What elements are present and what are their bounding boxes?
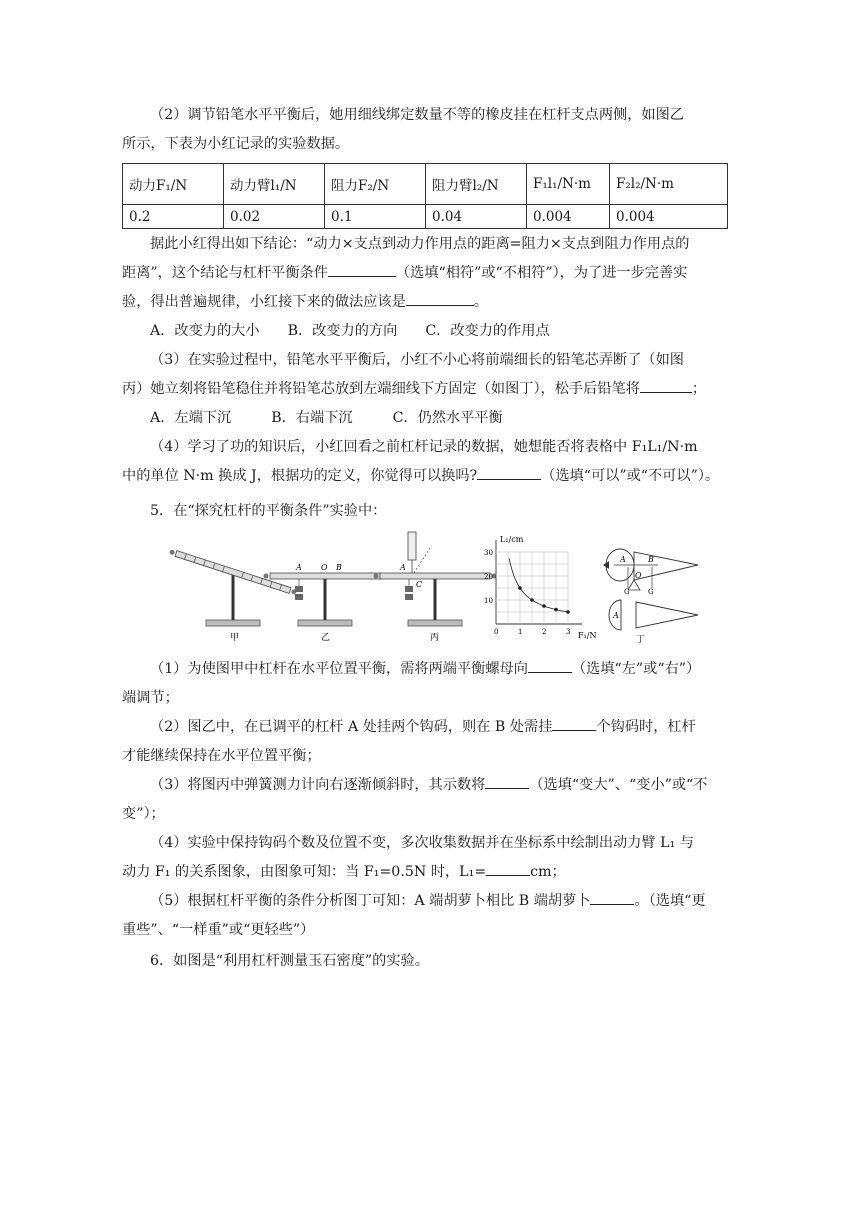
carrot-b-top bbox=[634, 552, 698, 580]
label-a: A bbox=[613, 611, 619, 620]
table-cell: 0.1 bbox=[325, 205, 426, 229]
x-tick-label: 2 bbox=[542, 628, 547, 636]
graph-curve bbox=[509, 559, 568, 613]
q5-part3-line2: 变”）； bbox=[122, 806, 165, 822]
lever bbox=[380, 573, 490, 579]
answer-blank[interactable] bbox=[485, 774, 529, 789]
figure-label: 丁 bbox=[636, 635, 646, 645]
figure-label: 乙 bbox=[321, 633, 331, 643]
x-tick-label: 1 bbox=[518, 628, 523, 636]
option-a: A．改变力的大小 bbox=[150, 323, 260, 339]
option-c: C．仍然水平平衡 bbox=[392, 410, 503, 426]
q4-part4-line1: （4）学习了功的知识后，小红回看之前杠杆记录的数据，她想能否将表格中 F₁L₁/N·m bbox=[150, 439, 698, 455]
x-tick-label: 3 bbox=[566, 628, 571, 636]
table-cell: 0.04 bbox=[426, 205, 527, 229]
table-cell: 0.004 bbox=[527, 205, 610, 229]
table-cell: 0.02 bbox=[224, 205, 325, 229]
q5-title: 5．在“探究杠杆的平衡条件”实验中： bbox=[150, 503, 387, 519]
label-b: B bbox=[648, 555, 654, 564]
option-b: B．改变力的方向 bbox=[287, 323, 398, 339]
data-point bbox=[518, 586, 522, 590]
label-b: B bbox=[336, 563, 342, 572]
part3-text: ； bbox=[691, 381, 707, 397]
q5-part2-line2: 才能继续保持在水平位置平衡； bbox=[122, 748, 321, 764]
table-cell: 0.004 bbox=[610, 205, 728, 229]
label-a: A bbox=[620, 555, 626, 564]
conclusion-line1: 据此小红得出如下结论：“动力×支点到动力作用点的距离=阻力×支点到阻力作用点的 bbox=[150, 236, 690, 252]
q5-text: 个钩码时，杠杆 bbox=[596, 719, 696, 735]
data-point bbox=[554, 608, 558, 612]
option-c: C．改变力的作用点 bbox=[425, 323, 550, 339]
hook-weight bbox=[295, 594, 303, 600]
label-gb: G bbox=[648, 588, 654, 596]
q5-text: （5）根据杠杆平衡的条件分析图丁可知：A 端胡萝卜相比 B 端胡萝卜 bbox=[150, 893, 591, 909]
q5-part5-line1 bbox=[122, 887, 734, 916]
q4-part4-line2 bbox=[122, 462, 734, 491]
q5-text: （3）将图丙中弹簧测力计向右逐渐倾斜时，其示数将 bbox=[150, 777, 486, 793]
conclusion-text: （选填“相符”或“不相符”），为了进一步完善实 bbox=[395, 265, 688, 281]
table-header-cell: F₂l₂/N·m bbox=[610, 164, 728, 205]
q5-text: （2）图乙中，在已调平的杠杆 A 处挂两个钩码，则在 B 处需挂 bbox=[150, 719, 553, 735]
label-o: O bbox=[321, 563, 328, 572]
table-row bbox=[123, 205, 728, 229]
figure-ding bbox=[603, 549, 698, 645]
q5-part4-line2 bbox=[122, 858, 734, 887]
q5-part3-line1 bbox=[122, 771, 734, 800]
q6-title: 6．如图是“利用杠杆测量玉石密度”的实验。 bbox=[150, 953, 429, 969]
figure-label: 甲 bbox=[230, 633, 240, 643]
answer-blank[interactable] bbox=[552, 716, 596, 731]
data-point bbox=[566, 610, 570, 614]
hook-weight bbox=[295, 586, 303, 592]
answer-blank[interactable] bbox=[486, 861, 530, 876]
answer-blank[interactable] bbox=[477, 465, 541, 480]
q5-part2-line1 bbox=[122, 713, 734, 742]
q4-part3-line2 bbox=[122, 375, 734, 404]
answer-blank[interactable] bbox=[528, 658, 572, 673]
lever bbox=[270, 573, 380, 579]
y-tick-label: 30 bbox=[484, 549, 493, 557]
figure-bing bbox=[374, 532, 497, 643]
option-b: B．右端下沉 bbox=[271, 410, 353, 426]
x-tick-label: 0 bbox=[494, 628, 499, 636]
conclusion-line2 bbox=[122, 259, 734, 288]
option-a: A．左端下沉 bbox=[150, 410, 232, 426]
conclusion-text: 验，得出普遍规律，小红接下来的做法应该是 bbox=[122, 294, 406, 310]
spring-scale bbox=[408, 532, 416, 560]
y-tick-label: 20 bbox=[484, 573, 493, 581]
q4-part3-line1: （3）在实验过程中，铅笔水平平衡后，小红不小心将前端细长的铅笔芯弄断了（如图 bbox=[150, 352, 684, 368]
q5-part1-line2: 端调节； bbox=[122, 690, 179, 706]
conclusion-line3 bbox=[122, 288, 734, 317]
grid bbox=[496, 552, 568, 624]
part4-text: 中的单位 N·m 换成 J，根据功的定义，你觉得可以换吗? bbox=[122, 468, 478, 484]
table-header-row bbox=[123, 164, 728, 205]
answer-blank[interactable] bbox=[640, 378, 692, 393]
table-header-cell: 动力臂l₁/N bbox=[224, 164, 325, 205]
q5-text: cm； bbox=[530, 864, 566, 880]
table-cell: 0.2 bbox=[123, 205, 224, 229]
label-a: A bbox=[296, 563, 302, 572]
label-a: A bbox=[400, 563, 406, 572]
q5-text: （选填“左”或“右”） bbox=[571, 661, 701, 677]
l1-f1-graph bbox=[484, 535, 596, 640]
table-header-cell: 阻力F₂/N bbox=[325, 164, 426, 205]
figure-label: 丙 bbox=[430, 633, 440, 643]
table-header-cell: F₁l₁/N·m bbox=[527, 164, 610, 205]
y-tick-label: 10 bbox=[484, 597, 493, 605]
table-header-cell: 阻力臂l₂/N bbox=[426, 164, 527, 205]
q5-text: （选填“变大”、“变小”或“不 bbox=[529, 777, 708, 793]
conclusion-text: 距离”，这个结论与杠杆平衡条件 bbox=[122, 265, 328, 281]
stand-base bbox=[206, 620, 260, 626]
figure-yi bbox=[264, 563, 387, 643]
stand-base bbox=[408, 620, 462, 626]
figure-jia bbox=[169, 549, 297, 643]
y-axis-label: L₁/cm bbox=[500, 535, 524, 544]
data-point bbox=[530, 598, 534, 602]
answer-blank[interactable] bbox=[406, 291, 474, 306]
label-ga: G bbox=[624, 588, 630, 596]
q5-text: （1）为使图甲中杠杆在水平位置平衡，需将两端平衡螺母向 bbox=[150, 661, 528, 677]
table-header-cell: 动力F₁/N bbox=[123, 164, 224, 205]
options-line-1 bbox=[122, 317, 734, 346]
part3-text: 丙）她立刻将铅笔稳住并将铅笔芯放到左端细线下方固定（如图丁），松手后铅笔将 bbox=[122, 381, 640, 397]
conclusion-text: 。 bbox=[473, 294, 488, 310]
label-o: O bbox=[635, 571, 642, 580]
answer-blank[interactable] bbox=[328, 262, 396, 277]
part4-text: （选填“可以”或“不可以”）。 bbox=[541, 468, 720, 484]
q5-text: 。（选填“更 bbox=[634, 893, 706, 909]
q4-part2-line1: （2）调节铅笔水平平衡后，她用细线绑定数量不等的橡皮挂在杠杆支点两侧，如图乙 bbox=[150, 107, 684, 123]
options-line-2 bbox=[122, 404, 734, 433]
hook-weight bbox=[405, 594, 413, 600]
q4-part2-line2: 所示，下表为小红记录的实验数据。 bbox=[122, 136, 350, 152]
data-point bbox=[542, 604, 546, 608]
q5-figures bbox=[158, 530, 712, 646]
q5-part5-line2: 重些”、“一样重”或“更轻些”） bbox=[122, 922, 315, 938]
stand-base bbox=[298, 620, 352, 626]
answer-blank[interactable] bbox=[590, 890, 634, 905]
q5-part4-line1: （4）实验中保持钩码个数及位置不变，多次收集数据并在坐标系中绘制出动力臂 L₁ 与 bbox=[150, 835, 694, 851]
x-axis-label: F₁/N bbox=[578, 631, 597, 640]
hook-weight bbox=[405, 586, 413, 592]
q5-text: 动力 F₁ 的关系图象，由图象可知：当 F₁=0.5N 时，L₁= bbox=[122, 864, 487, 880]
data-table bbox=[122, 163, 728, 229]
fulcrum bbox=[628, 580, 640, 590]
carrot-b-half bbox=[636, 602, 698, 628]
label-c: C bbox=[416, 580, 423, 589]
q5-part1-line1 bbox=[122, 655, 734, 684]
